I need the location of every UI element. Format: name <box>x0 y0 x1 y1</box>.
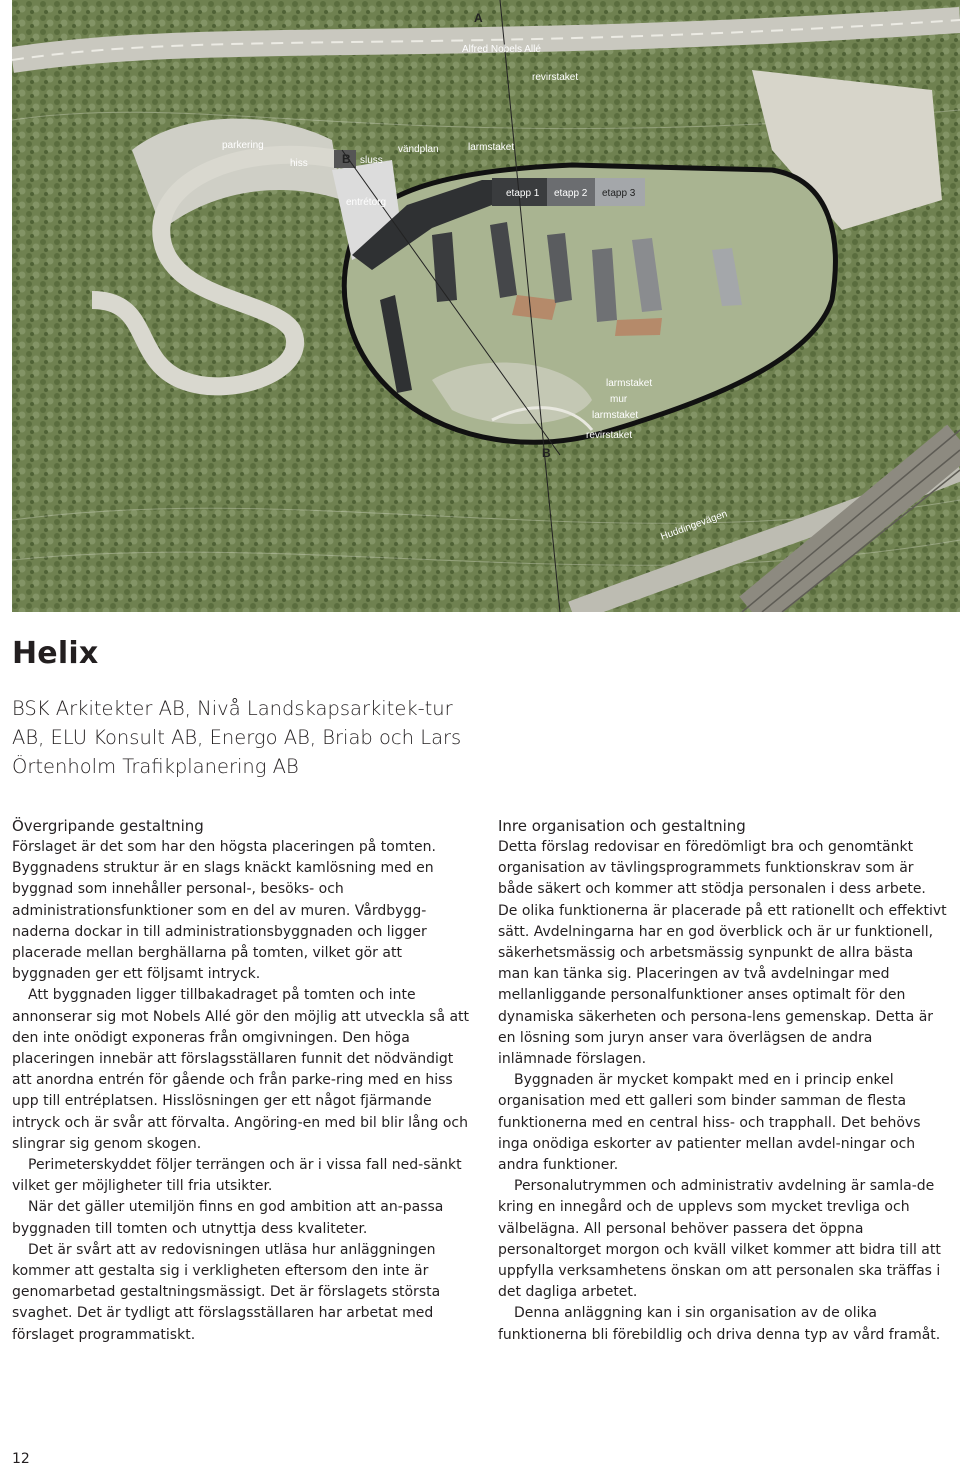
wall-label: mur <box>610 394 628 405</box>
alarm-fence-2-label: larmstaket <box>592 410 639 421</box>
fence-top-label: revirstaket <box>532 72 579 83</box>
road-bottom-label: Huddingevägen <box>659 508 729 543</box>
site-plan-drawing <box>12 0 960 612</box>
right-column-heading: Inre organisation och gestaltning <box>498 817 746 835</box>
fence-bottom-label: revirstaket <box>586 430 633 441</box>
right-paragraph: Detta förslag redovisar en föredömligt bra och genomtänkt organisation av tävlingsprogrammets funktionskrav som är både säkert och kommer att stödja personalen i dess arbete. De olika funktionerna är placerade på ett rationellt och effektivt sätt. Avdelningarna har en god överblick och är ur funktionell, säkerhetsmässig och arbetsmässig synpunkt de allra bästa man kan tänka sig. Placeringen av två avdelningar med mellanliggande personalfunktioner anses optimalt för den dynamiska säkerheten och persona-lens gemenskap. Detta är en lösning som juryn anser vara överlägsen de andra inlämnade förslagen. <box>498 839 947 1068</box>
stage-3-label: etapp 3 <box>602 188 636 199</box>
alarm-fence-top-label: larmstaket <box>468 142 515 153</box>
project-authors: BSK Arkitekter AB, Nivå Landskapsarkitek-tur AB, ELU Konsult AB, Energo AB, Briab och Lars Örtenholm Trafikplanering AB <box>12 697 462 778</box>
site-plan-map <box>12 0 960 612</box>
parking-label: parkering <box>222 140 264 151</box>
left-column-heading: Övergripande gestaltning <box>12 817 204 835</box>
left-paragraph: När det gäller utemiljön finns en god ambition att an-passa byggnaden till tomten och utnyttja dess kvaliteter. <box>12 1199 444 1237</box>
left-paragraph: Att byggnaden ligger tillbakadraget på tomten och inte annonserar sig mot Nobels Allé gör den möjlig att utveckla så att den inte onödigt exponeras från omgivningen. Den höga placeringen innebär att förslagsställaren funnit det nödvändigt att anordna entrén för gående och från parke-ring med en hiss upp till entréplatsen. Hisslösningen ger ett något fjärmande intryck och är svår att förvalta. Angöring-en med bil blir lång och slingrar sig genom skogen. <box>12 987 470 1152</box>
right-column <box>498 815 948 1346</box>
ward-courtyard <box>615 318 662 336</box>
left-paragraph: Förslaget är det som har den högsta placeringen på tomten. Byggnadens struktur är en slags knäckt kamlösning med en byggnad som innehåller personal-, besöks- och administrationsfunktioner som en del av muren. Vårdbygg-naderna dockar in till administrationsbyggnaden och ligger placerade mellan berghällarna på tomten, vilket gör att byggnaden ger ett följsamt intryck. <box>12 839 436 983</box>
section-b-top-label: B <box>342 152 351 166</box>
right-paragraph: Personalutrymmen och administrativ avdelning är samla-de kring en innegård och de upplevs som mycket trevliga och välbelägna. All personal behöver passera det öppna personaltorget morgon och kväll vilket kommer att bidra till att uppfylla verksamhetens önskan om att personalen ska träffas i det dagliga arbetet. <box>498 1178 941 1301</box>
right-paragraph: Byggnaden är mycket kompakt med en i princip enkel organisation med ett galleri som binder samman de flesta funktionerna med en central hiss- och trapphall. Det behövs inga onödiga eskorter av patienter mellan avdel-ningar och andra funktioner. <box>498 1072 921 1174</box>
right-paragraph: Denna anläggning kan i sin organisation av de olika funktionerna bli förebildlig och driva denna typ av vård framåt. <box>498 1305 941 1343</box>
road-top-label: Alfred Nobels Allé <box>462 44 541 55</box>
left-paragraph: Perimeterskyddet följer terrängen och är i vissa fall ned-sänkt vilket ger möjligheter till fria utsikter. <box>12 1157 462 1195</box>
alarm-fence-1-label: larmstaket <box>606 378 653 389</box>
turnaround-label: vändplan <box>398 144 439 155</box>
left-column <box>12 815 472 1346</box>
entrance-label: entrétorg <box>346 197 387 208</box>
section-a-label: A <box>474 11 483 25</box>
project-title: Helix <box>12 636 99 671</box>
page-number: 12 <box>12 1451 30 1467</box>
stage-2-label: etapp 2 <box>554 188 588 199</box>
lift-label: hiss <box>290 158 308 169</box>
stage-1-label: etapp 1 <box>506 188 540 199</box>
airlock-label: sluss <box>360 155 383 166</box>
section-b-bottom-label: B <box>542 446 551 460</box>
left-paragraph: Det är svårt att av redovisningen utläsa hur anläggningen kommer att gestalta sig i verkligheten eftersom den inte är genomarbetad gestaltningsmässigt. Det är förslagets största svaghet. Det är tydligt att förslagsställaren har arbetat med förslaget programmatiskt. <box>12 1241 441 1343</box>
